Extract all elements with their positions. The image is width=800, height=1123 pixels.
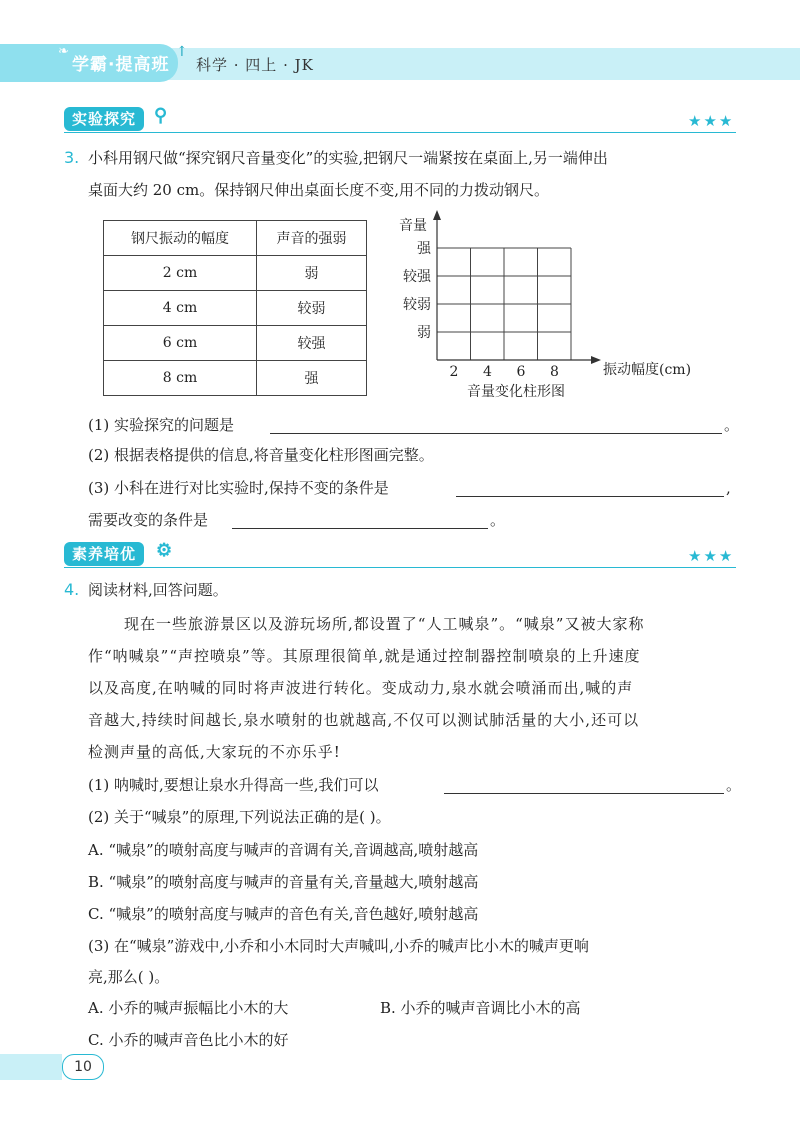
table-row [104,291,367,326]
gear-icon: ⚙ [156,540,173,561]
punctuation: 。 [724,416,740,434]
question-text: 小科用钢尺做“探究钢尺音量变化”的实验,把钢尺一端紧按在桌面上,另一端伸出 [88,149,608,167]
answer-blank[interactable] [444,775,724,794]
question-number: 4. [64,580,80,599]
subquestion-1: (1) 呐喊时,要想让泉水升得高一些,我们可以 [88,776,379,794]
answer-blank[interactable] [270,415,722,434]
passage-line: 检测声量的高低,大家玩的不亦乐乎! [88,743,341,761]
subquestion-3-cont: 需要改变的条件是 [88,511,209,529]
x-tick-label: 2 [449,364,459,380]
y-tick-label: 弱 [417,325,431,341]
punctuation: 。 [726,776,742,794]
chart-grid [437,248,571,360]
difficulty-stars: ★★★ [688,547,735,565]
subquestion-3: (3) 小科在进行对比实验时,保持不变的条件是 [88,479,389,497]
data-table [103,220,367,396]
option-c[interactable]: C. 小乔的喊声音色比小木的好 [88,1031,289,1049]
table-header: 钢尺振动的幅度 [104,221,257,256]
table-cell: 强 [257,361,367,396]
x-axis-label: 振动幅度(cm) [603,362,692,378]
answer-blank[interactable] [232,510,488,529]
option-b[interactable]: B. “喊泉”的喷射高度与喊声的音量有关,音量越大,喷射越高 [88,873,479,891]
subquestion-2: (2) 根据表格提供的信息,将音量变化柱形图画完整。 [88,446,434,464]
volume-bar-chart [385,208,730,408]
section-title-literacy: 素养培优 [64,542,144,566]
table-row [104,326,367,361]
option-a[interactable]: A. 小乔的喊声振幅比小木的大 [88,999,289,1017]
chart-title: 音量变化柱形图 [467,384,565,400]
subquestion-1: (1) 实验探究的问题是 [88,416,235,434]
x-tick-label: 4 [483,364,492,380]
y-axis-arrow [433,210,441,220]
y-axis-label: 音量 [399,218,427,234]
subquestion-3: (3) 在“喊泉”游戏中,小乔和小木同时大声喊叫,小乔的喊声比小木的喊声更响 [88,937,589,955]
table-cell: 弱 [257,256,367,291]
table-header-row [104,221,367,256]
section-title-experiment: 实验探究 [64,107,144,131]
punctuation: , [726,479,731,497]
answer-blank[interactable] [456,478,724,497]
y-tick-labels [403,241,432,341]
difficulty-stars: ★★★ [688,112,735,130]
x-tick-label: 8 [550,364,559,380]
section-divider [64,132,736,133]
passage-line: 现在一些旅游景区以及游玩场所,都设置了“人工喊泉”。“喊泉”又被大家称 [124,615,645,633]
y-tick-label: 强 [417,241,431,257]
table-cell: 6 cm [104,326,257,361]
table-cell: 较强 [257,326,367,361]
table-cell: 2 cm [104,256,257,291]
sprout-icon: ❧ [58,44,69,59]
x-tick-labels [450,364,559,380]
option-b[interactable]: B. 小乔的喊声音调比小木的高 [380,999,581,1017]
y-tick-label: 较弱 [403,297,431,313]
passage-line: 音越大,持续时间越长,泉水喷射的也就越高,不仅可以测试肺活量的大小,还可以 [88,711,640,729]
x-axis-arrow [591,356,601,364]
y-tick-label: 较强 [403,269,431,285]
table-row [104,256,367,291]
question-text: 桌面大约 20 cm。保持钢尺伸出桌面长度不变,用不同的力拨动钢尺。 [88,181,550,199]
option-a[interactable]: A. “喊泉”的喷射高度与喊声的音调有关,音调越高,喷射越高 [88,841,479,859]
question-number: 3. [64,148,80,167]
page-number: 10 [62,1054,104,1080]
footer-band [0,1054,62,1080]
table-cell: 4 cm [104,291,257,326]
passage-line: 作“呐喊泉”“声控喷泉”等。其原理很简单,就是通过控制器控制喷泉的上升速度 [88,647,641,665]
subquestion-2: (2) 关于“喊泉”的原理,下列说法正确的是( )。 [88,808,391,826]
subject-label: 科学 · 四上 · JK [196,56,314,74]
arrow-up-icon: ↑ [176,44,188,60]
x-tick-label: 6 [516,364,526,380]
punctuation: 。 [490,511,506,529]
table-header: 声音的强弱 [257,221,367,256]
section-divider [64,567,736,568]
table-cell: 较弱 [257,291,367,326]
passage-line: 以及高度,在呐喊的同时将声波进行转化。变成动力,泉水就会喷涌而出,喊的声 [88,679,634,697]
magnifier-icon: ⚲ [154,105,168,126]
subquestion-3-cont: 亮,那么( )。 [88,968,170,986]
brand-title: 学霸·提高班 [72,55,170,75]
table-cell: 8 cm [104,361,257,396]
table-row [104,361,367,396]
option-c[interactable]: C. “喊泉”的喷射高度与喊声的音色有关,音色越好,喷射越高 [88,905,479,923]
question-text: 阅读材料,回答问题。 [88,581,228,599]
